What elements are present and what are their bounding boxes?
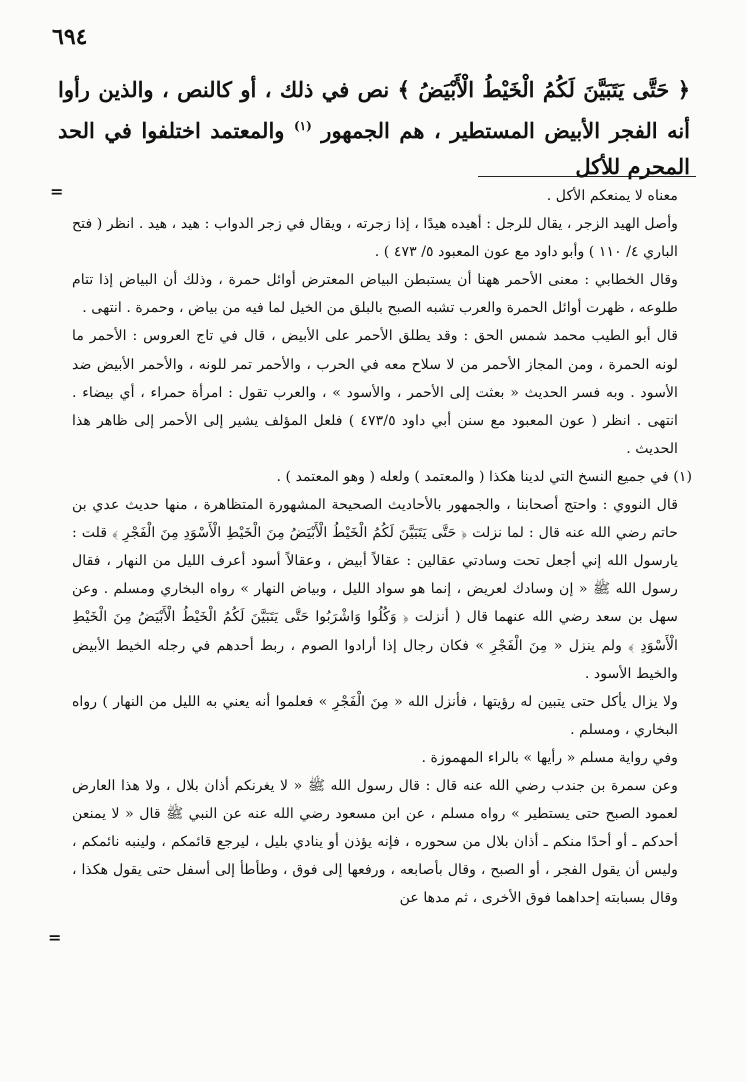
footnote-paragraph: قال أبو الطيب محمد شمس الحق : وقد يطلق الأحمر على الأبيض ، قال في تاج العروس : الأحمر ما لونه الحمرة ، ومن المجاز الأحمر من لا سلاح معه في الحرب ، والأحمر تمر للونه ، والأحمر الأبيض ضد الأسود . وبه فسر الحديث « بعثت إلى الأحمر ، والأسود » ، والعرب تقول : امرأة حمراء ، أي بيضاء . انتهى . انظر ( عون المعبود مع سنن أبي داود ٤٧٣/٥ ) فلعل المؤلف يشير إلى الأحمر إلى ظاهر هذا الحديث .	[72, 328, 678, 457]
footnote-reference: (١)	[293, 119, 312, 133]
footnote-paragraph: معناه لا يمنعكم الأكل .	[546, 188, 678, 204]
quran-quote: حَتَّى يَتَبَيَّنَ لَكُمُ الْخَيْطُ الْأَبْيَضُ	[418, 77, 670, 102]
page-number: ٦٩٤	[52, 24, 88, 50]
footnotes	[72, 182, 692, 912]
footnote-paragraph: وعن سمرة بن جندب رضي الله عنه قال : قال رسول الله ﷺ « لا يغرنكم أذان بلال ، ولا هذا العارض لعمود الصبح حتى يستطير » رواه مسلم ، عن ابن مسعود رضي الله عنه عن النبي ﷺ قال « لا يمنعن أحدكم ـ أو أحدًا منكم ـ أذان بلال من سحوره ، فإنه يؤذن أو ينادي بليل ، ليرجع قائمكم ، ولينبه نائمكم ، وليس أن يقول الفجر ، أو الصبح ، وقال بأصابعه ، ورفعها إلى فوق ، وطأطأ إلى أسفل حتى يقول هكذا ، وقال بسبابته إحداهما فوق الأخرى ، ثم مدها عن	[72, 777, 678, 907]
main-line2-rest: والمعتمد اختلفوا في الحد المحرم للأكل	[58, 118, 690, 179]
footnote-1: (١) في جميع النسخ التي لدينا هكذا ( والمعتمد ) ولعله ( وهو المعتمد ) .	[276, 468, 692, 485]
footnote-paragraph: قال النووي : واحتج أصحابنا ، والجمهور بالأحاديث الصحيحة المشهورة المتظاهرة ، منها حديث عدي بن حاتم رضي الله عنه قال : لما نزلت ﴿ حَتَّى يَتَبَيَّنَ لَكُمُ الْخَيْطُ الْأَبْيَضُ مِنَ الْخَيْطِ الْأَسْوَدِ مِنَ الْفَجْرِ ﴾ قلت : يارسول الله إني أجعل تحت وسادتي عقالين : عقالاً أبيض ، وعقالاً أسود أعرف الليل من النهار ، فقال رسول الله ﷺ « إن وسادك لعريض ، إنما هو سواد الليل ، وبياض النهار » رواه البخاري ومسلم . وعن سهل بن سعد رضي الله عنهما قال ( أنزلت ﴿ وَكُلُوا وَاشْرَبُوا حَتَّى يَتَبَيَّنَ لَكُمُ الْخَيْطُ الْأَبْيَضُ مِنَ الْخَيْطِ الْأَسْوَدِ ﴾ ولم ينزل « مِنَ الْفَجْرِ » فكان رجال إذا أرادوا الصوم ، ربط أحدهم في رجله الخيط الأبيض والخيط الأسود .	[72, 497, 678, 682]
footnote-paragraph: وقال الخطابي : معنى الأحمر ههنا أن يستبطن البياض المعترض أوائل حمرة ، وذلك أن البياض إذا تتام طلوعه ، ظهرت أوائل الحمرة والعرب تشبه الصبح بالبلق من الخيل لما فيه من بياض ، وحمرة . انتهى .	[72, 272, 678, 317]
footnote-paragraph: وفي رواية مسلم « رأيها » بالراء المهموزة .	[421, 749, 678, 766]
quran-bracket-open: ﴿	[677, 77, 690, 102]
main-paragraph	[58, 72, 690, 185]
continuation-mark-bottom: =	[48, 928, 62, 947]
continuation-mark-top: =	[50, 182, 64, 201]
footnote-separator	[478, 176, 696, 177]
footnote-paragraph: وأصل الهيد الزجر ، يقال للرجل : أهيده هيدًا ، إذا زجرته ، ويقال في زجر الدواب : هيد ، هيد . انظر ( فتح الباري ٤/ ١١٠ ) وأبو داود مع عون المعبود ٥/ ٤٧٣ ) .	[72, 216, 678, 261]
main-line2-text: أنه الفجر الأبيض المستطير ، هم الجمهور	[321, 118, 691, 143]
footnote-paragraph: ولا يزال يأكل حتى يتبين له رؤيتها ، فأنزل الله « مِنَ الْفَجْرِ » فعلموا أنه يعني به الليل من النهار ) رواه البخاري ، ومسلم .	[72, 693, 678, 738]
quran-bracket-close: ﴾	[397, 77, 410, 102]
main-line1-text: نص في ذلك ، أو كالنص ، والذين رأوا	[58, 77, 390, 102]
